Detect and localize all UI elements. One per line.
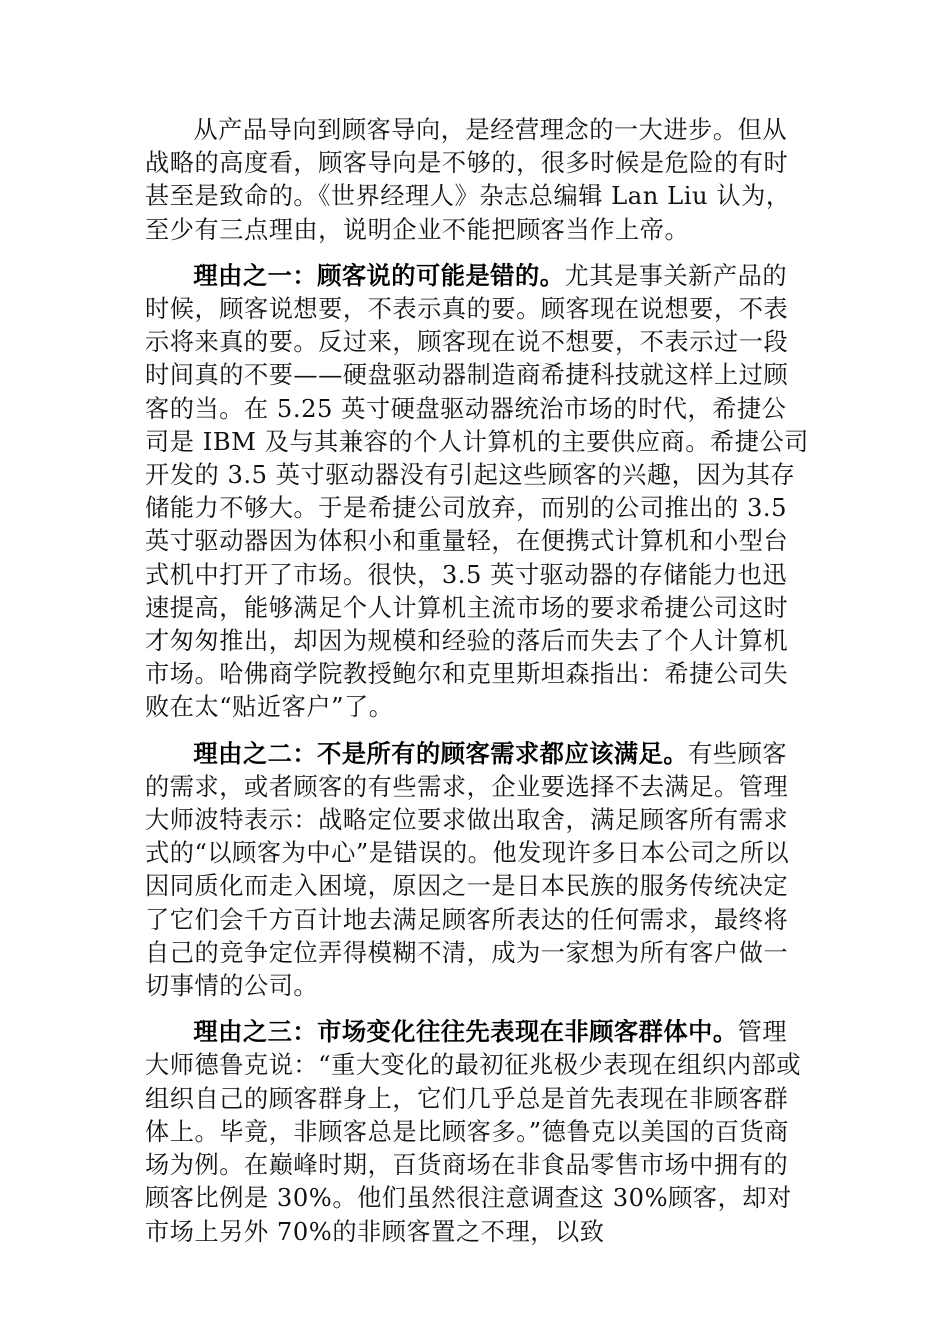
reason-two-paragraph: [145, 738, 811, 1004]
reason-one-body: 尤其是事关新产品的时候，顾客说想要，不表示真的要。顾客现在说想要，不表示将来真的要。反过来，顾客现在说不想要，不表示过一段时间真的不要——硬盘驱动器制造商希捷科技就这样上过顾客的当。在 5.25 英寸硬盘驱动器统治市场的时代，希捷公司是 IBM 及与其兼容的个人计算机的主要供应商。希捷公司开发的 3.5 英寸驱动器没有引起这些顾客的兴趣，因为其存储能力不够大。于是希捷公司放弃，而别的公司推出的 3.5 英寸驱动器因为体积小和重量轻，在便携式计算机和小型台式机中打开了市场。很快，3.5 英寸驱动器的存储能力也迅速提高，能够满足个人计算机主流市场的要求希捷公司这时才匆匆推出，却因为规模和经验的落后而失去了个人计算机市场。哈佛商学院教授鲍尔和克里斯坦森指出：希捷公司失败在太“贴近客户”了。: [145, 261, 809, 722]
reason-two-body: 有些顾客的需求，或者顾客的有些需求，企业要选择不去满足。管理大师波特表示：战略定位要求做出取舍，满足顾客所有需求式的“以顾客为中心”是错误的。他发现许多日本公司之所以因同质化而走入困境，原因之一是日本民族的服务传统决定了它们会千方百计地去满足顾客所表达的任何需求，最终将自己的竞争定位弄得模糊不清，成为一家想为所有客户做一切事情的公司。: [145, 739, 790, 1001]
reason-three-body: 管理大师德鲁克说：“重大变化的最初征兆极少表现在组织内部或组织自己的顾客群身上，它们几乎总是首先表现在非顾客群体上。毕竟，非顾客总是比顾客多。”德鲁克以美国的百货商场为例。在巅峰时期，百货商场在非食品零售市场中拥有的顾客比例是 30%。他们虽然很注意调查这 30%顾客，却对市场上另外 70%的非顾客置之不理，以致: [145, 1018, 802, 1246]
reason-two-heading: 理由之二：不是所有的顾客需求都应该满足。: [193, 739, 689, 768]
reason-one-heading: 理由之一：顾客说的可能是错的。: [193, 261, 565, 290]
reason-three-paragraph: [145, 1016, 811, 1248]
document-body: [145, 114, 811, 1262]
intro-paragraph: 从产品导向到顾客导向，是经营理念的一大进步。但从战略的高度看，顾客导向是不够的，很多时候是危险的有时甚至是致命的。《世界经理人》杂志总编辑 Lan Liu 认为，至少有三点理由，说明企业不能把顾客当作上帝。: [145, 116, 791, 244]
reason-one-paragraph: [145, 260, 811, 725]
reason-three-heading: 理由之三：市场变化往往先表现在非顾客群体中。: [193, 1018, 738, 1047]
